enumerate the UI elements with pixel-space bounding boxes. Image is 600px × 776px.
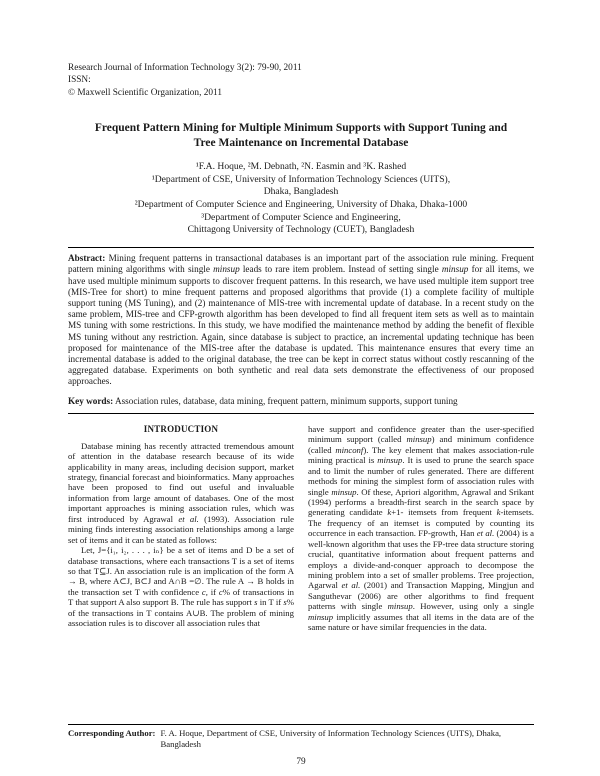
authors-line: ¹F.A. Hoque, ²M. Debnath, ²N. Easmin and ³K. Rashed [195, 161, 407, 173]
journal-header [68, 62, 534, 99]
keywords-label: Key words: [68, 395, 114, 406]
author-block [68, 161, 534, 237]
copyright-line: © Maxwell Scientific Organization, 2011 [68, 87, 222, 98]
intro-paragraph-2: Let, J={i₁, i₂, . . . , iₙ} be a set of items and D be a set of database transactions, where each transactions T is a set of items so that T⊆J. An association rule is an implication of the form A → B, where A⊂J, B⊂J and A∩B =∅. The rule A → B holds in the transaction set T with confidence c, if c% of transactions in T that support A also support B. The rule has support s in T if s% of the transactions in T contains A∪B. The problem of mining association rules is to discover all association rules that [68, 545, 294, 629]
column-left [68, 424, 294, 633]
affiliation-line: Dhaka, Bangladesh [263, 186, 339, 198]
intro-paragraph-1: Database mining has recently attracted tremendous amount of attention in the database research because of its wide applicability in many areas, including decision support, market strategy, financial forecast and bioinformatics. Many approaches have been proposed to find out useful and invaluable information from large amount of databases. One of the most important approaches is mining association rules, which was first introduced by Agrawal et al. (1993). Association rule mining finds interesting association relationships among a large set of items and it can be stated as follows: [68, 440, 294, 545]
section-heading-introduction: INTRODUCTION [143, 423, 219, 434]
corresponding-author-label: Corresponding Author: [68, 728, 156, 738]
journal-line: Research Journal of Information Technology 3(2): 79-90, 2011 [68, 63, 302, 73]
affiliation-line: ¹Department of CSE, University of Information Technology Sciences (UITS), [151, 173, 451, 185]
affiliation-line: ³Department of Computer Science and Engineering, [201, 211, 401, 223]
affiliation-line: Chittagong University of Technology (CUET), Bangladesh [187, 224, 415, 236]
two-column-body [68, 424, 534, 633]
keywords-text: Association rules, database, data mining, frequent pattern, minimum supports, support tuning [114, 395, 458, 406]
affiliation-line: ²Department of Computer Science and Engineering, University of Dhaka, Dhaka-1000 [134, 199, 468, 211]
page-footer [68, 724, 534, 767]
paper-title: Frequent Pattern Mining for Multiple Minimum Supports with Support Tuning and Tree Maintenance on Incremental Database [94, 121, 508, 149]
corresponding-author-line [68, 724, 534, 751]
corresponding-author-text: F. A. Hoque, Department of CSE, University of Information Technology Sciences (UITS), Dhaka, Bangladesh [160, 728, 502, 750]
abstract-text: Mining frequent patterns in transactional databases is an important part of the association rule mining. Frequent pattern mining algorithms with single minsup leads to rare item problem. Instead of setting single minsup for all items, we have used multiple minimum supports to discover frequent patterns. In this research, we have used multiple item support tree (MIS-Tree for short) to mine frequent patterns and proposed algorithms that provide (1) a complete facility of multiple support tuning (MS Tuning), and (2) maintenance of MIS-tree with incremental update of database. In a recent study on the same problem, MIS-tree and CFP-growth algorithm has been developed to find all frequent item sets as well as to maintain MS tuning with some restrictions. In this study, we have modified the maintenance method by adding the benefit of flexible MS tuning without any restriction. Again, since database is subject to practice, an incremental updating technique has been proposed for maintenance of the MIS-tree after the database is updated. This maintenance ensures that every time an incremental database is added to the original database, the tree can be kept in correct status without costly rescanning of the aggregated database. Experiments on both synthetic and real data sets demonstrate the effectiveness of our proposed approaches. [68, 253, 535, 387]
intro-paragraph-3: have support and confidence greater than the user-specified minimum support (called minsup) and minimum confidence (called minconf). The key element that makes association-rule mining practical is minsup. It is used to prune the search space and to limit the number of rules generated. There are different methods for mining the simplest form of association rules with single minsup. Of these, Apriori algorithm, Agrawal and Srikant (1994) performs a breadth-first search in the search space by generating candidate k+1- itemsets from frequent k-itemsets. The frequency of an itemset is computed by counting its occurrence in each transaction. FP-growth, Han et al. (2004) is a well-known algorithm that uses the FP-tree data structure storing crucial, quantitative information about frequent patterns and employs a divide-and-conquer approach to decompose the mining problem into a set of smaller problems. Tree projection, Agarwal et al. (2001) and Transaction Mapping, Mingjun and Sanguthevar (2006) are other algorithms to find frequent patterns with single minsup. However, using only a single minsup implicitly assumes that all items in the data are of the same nature or have similar frequencies in the data. [308, 423, 535, 633]
abstract-section [68, 247, 534, 414]
keywords-line [68, 396, 534, 407]
issn-line: ISSN: [68, 75, 91, 86]
abstract-label: Abstract: [68, 253, 106, 264]
abstract-paragraph [68, 253, 534, 388]
column-right [308, 424, 534, 633]
page-number: 79 [296, 756, 306, 767]
